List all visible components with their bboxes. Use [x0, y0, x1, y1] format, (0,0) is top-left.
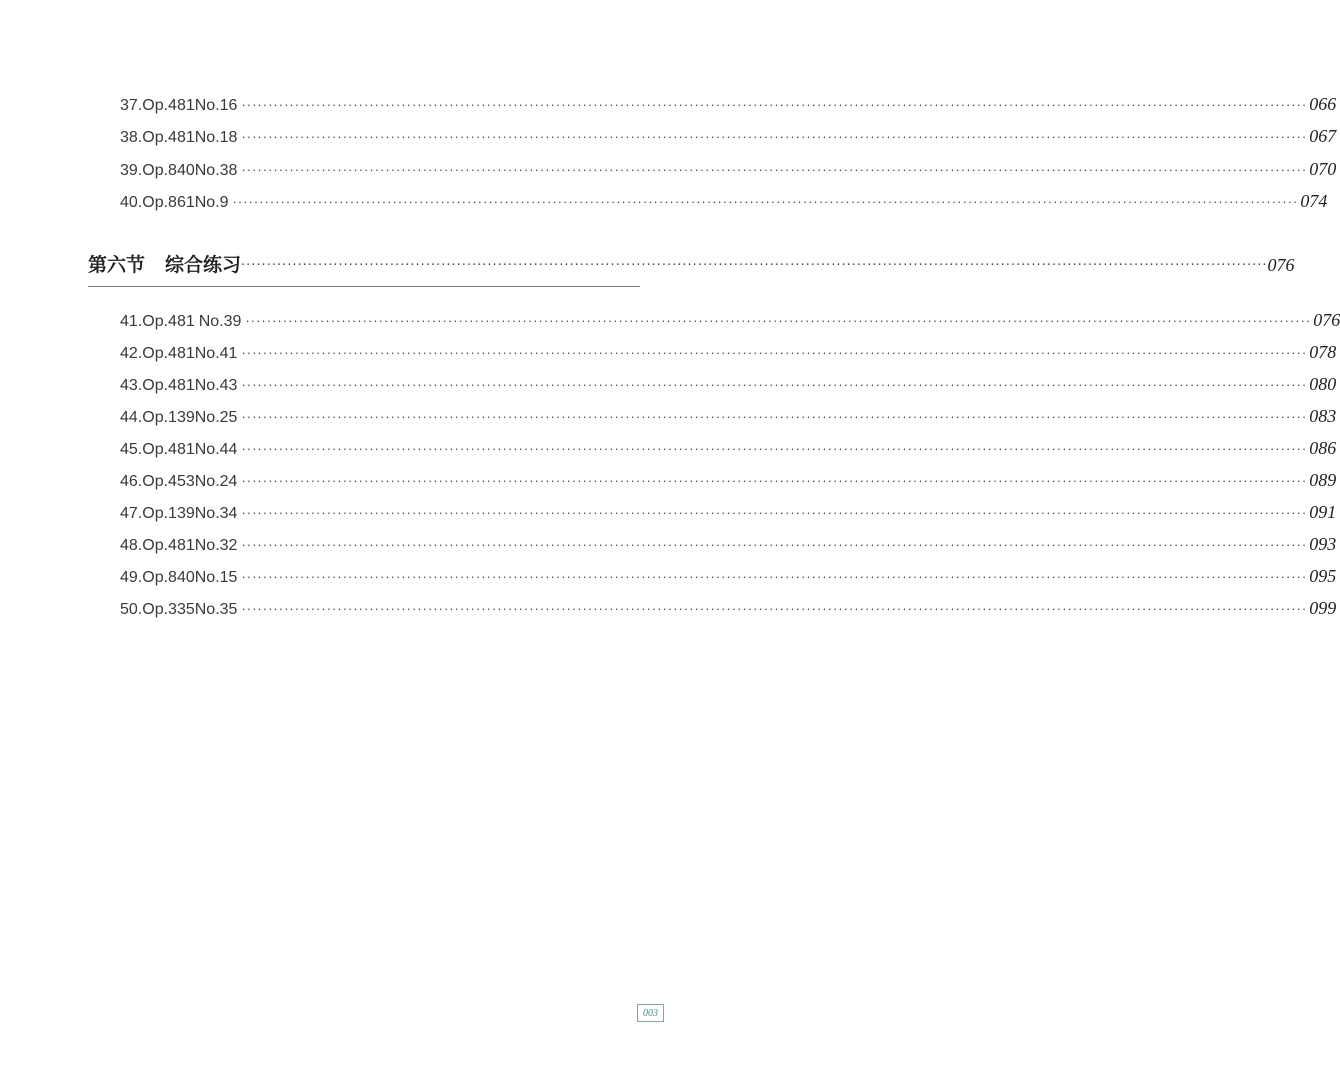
- entry-page: 080: [1309, 374, 1337, 394]
- entry-opus: Op.481: [142, 377, 195, 394]
- entry-number: 41.: [120, 313, 143, 330]
- entry-page: 083: [1309, 406, 1337, 426]
- entry-no: No.41: [194, 345, 238, 362]
- entry-page: 093: [1309, 534, 1337, 554]
- dot-leader: ········································································································································································································: [241, 441, 1308, 456]
- entry-page: 076: [1313, 310, 1340, 330]
- entry-opus: Op.861: [142, 194, 195, 211]
- dot-leader: ········································································································································································································: [241, 97, 1308, 112]
- entry-opus: Op.139: [142, 505, 195, 522]
- entry-no: No.39: [198, 313, 242, 330]
- entry-opus: Op.481: [142, 345, 195, 362]
- dot-leader: ········································································································································································································: [241, 473, 1308, 488]
- entry-number: 37.: [120, 97, 143, 114]
- dot-leader: ········································································································································································································: [241, 569, 1308, 584]
- entry-number: 43.: [120, 377, 143, 394]
- toc-entry[interactable]: [120, 126, 1337, 150]
- toc-entry[interactable]: [120, 342, 1337, 366]
- dot-leader: ········································································································································································································: [245, 313, 1312, 328]
- entry-number: 39.: [120, 162, 143, 179]
- entry-no: No.32: [194, 537, 238, 554]
- dot-leader: ········································································································································································································: [241, 409, 1308, 424]
- entry-no: No.43: [194, 377, 238, 394]
- entry-no: No.15: [194, 569, 238, 586]
- entry-opus: Op.335: [142, 601, 195, 618]
- dot-leader: ········································································································································································································: [232, 194, 1299, 209]
- entry-page: 086: [1309, 438, 1337, 458]
- entry-opus: Op.481: [142, 313, 195, 330]
- entry-number: 50.: [120, 601, 143, 618]
- entry-page: 078: [1309, 342, 1337, 362]
- toc-entry[interactable]: [120, 191, 1328, 215]
- entry-no: No.24: [194, 473, 238, 490]
- entry-no: No.9: [194, 194, 229, 211]
- entry-number: 44.: [120, 409, 143, 426]
- entry-number: 49.: [120, 569, 143, 586]
- entry-page: 095: [1309, 566, 1337, 586]
- entry-no: No.25: [194, 409, 238, 426]
- toc-entry[interactable]: [120, 598, 1337, 622]
- section-divider: [88, 286, 640, 287]
- entry-opus: Op.453: [142, 473, 195, 490]
- entry-page: 091: [1309, 502, 1337, 522]
- section-page: 076: [1267, 255, 1295, 275]
- dot-leader: ········································································································································································································: [241, 505, 1308, 520]
- entry-number: 47.: [120, 505, 143, 522]
- entry-page: 067: [1309, 126, 1337, 146]
- entry-page: 089: [1309, 470, 1337, 490]
- toc-entry[interactable]: [120, 406, 1337, 430]
- dot-leader: ········································································································································································································: [241, 601, 1308, 616]
- entry-number: 38.: [120, 129, 143, 146]
- dot-leader: ········································································································································································································: [241, 377, 1308, 392]
- toc-entry[interactable]: [120, 502, 1337, 526]
- toc-entry[interactable]: [120, 159, 1337, 183]
- toc-entry[interactable]: [120, 94, 1337, 118]
- dot-leader: ········································································································································································································: [241, 162, 1308, 177]
- entry-opus: Op.481: [142, 97, 195, 114]
- dot-leader: ········································································································································································································: [241, 537, 1308, 552]
- entry-number: 40.: [120, 194, 143, 211]
- entry-no: No.18: [194, 129, 238, 146]
- toc-entry[interactable]: [120, 566, 1337, 590]
- entry-opus: Op.481: [142, 441, 195, 458]
- entry-no: No.34: [194, 505, 238, 522]
- dot-leader: ········································································································································································································: [241, 129, 1308, 144]
- entry-page: 070: [1309, 159, 1337, 179]
- entry-page: 074: [1300, 191, 1328, 211]
- toc-entry[interactable]: [120, 438, 1337, 462]
- entry-opus: Op.139: [142, 409, 195, 426]
- entry-number: 45.: [120, 441, 143, 458]
- toc-entry[interactable]: [120, 470, 1337, 494]
- entry-no: No.16: [194, 97, 238, 114]
- section-title: 综合练习: [165, 254, 242, 276]
- entry-number: 48.: [120, 537, 143, 554]
- entry-no: No.44: [194, 441, 238, 458]
- toc-entry[interactable]: [120, 534, 1337, 558]
- section-label: 第六节: [88, 254, 146, 276]
- entry-opus: Op.481: [142, 129, 195, 146]
- entry-page: 099: [1309, 598, 1337, 618]
- entry-no: No.38: [194, 162, 238, 179]
- entry-no: No.35: [194, 601, 238, 618]
- entry-opus: Op.840: [142, 162, 195, 179]
- toc-entry[interactable]: [120, 374, 1337, 398]
- dot-leader: ········································································································································································································: [241, 345, 1308, 360]
- entry-number: 46.: [120, 473, 143, 490]
- entry-page: 066: [1309, 94, 1337, 114]
- dot-leader: ········································································································································································································: [241, 258, 1268, 273]
- page-number-badge: 003: [637, 1004, 664, 1022]
- toc-entry[interactable]: [120, 310, 1340, 334]
- entry-opus: Op.840: [142, 569, 195, 586]
- entry-opus: Op.481: [142, 537, 195, 554]
- entry-number: 42.: [120, 345, 143, 362]
- section-heading[interactable]: [88, 250, 1295, 280]
